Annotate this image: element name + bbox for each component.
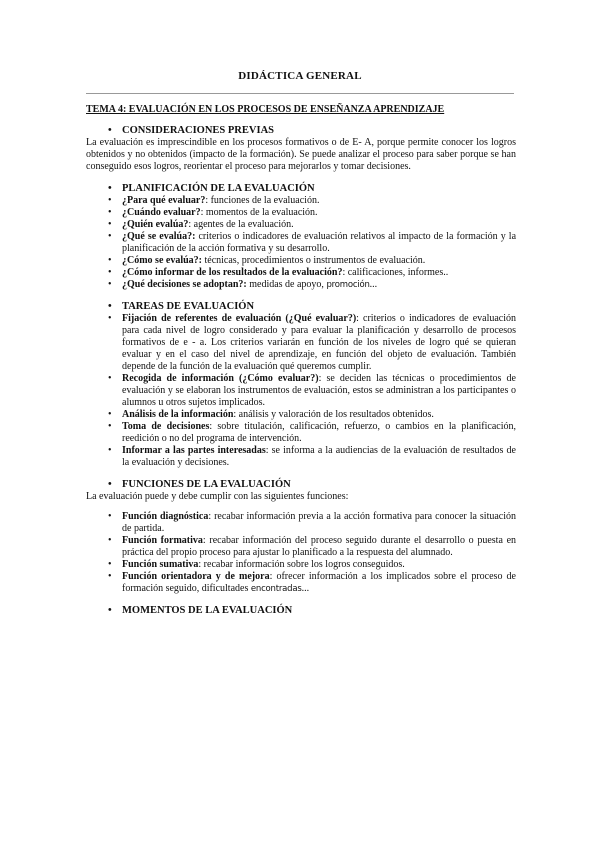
bullet-icon: • xyxy=(108,605,112,616)
list-item: • Función sumativa: recabar información sobre los logros conseguidos. xyxy=(108,559,405,570)
topic-title: TEMA 4: EVALUACIÓN EN LOS PROCESOS DE ENSEÑANZA APRENDIZAJE xyxy=(86,104,445,115)
section-planning-title: • PLANIFICACIÓN DE LA EVALUACIÓN xyxy=(108,183,315,194)
page-header: DIDÁCTICA GENERAL xyxy=(238,70,362,82)
list-item: • ¿Qué se evalúa?: criterios o indicadores de evaluación relativos al impacto de la formación y la planificación de la acción formativa y su desarrollo. xyxy=(108,231,517,254)
section-considerations-title: • CONSIDERACIONES PREVIAS xyxy=(108,125,274,136)
section-tasks-title: • TAREAS DE EVALUACIÓN xyxy=(108,301,255,312)
bullet-icon: • xyxy=(108,301,112,312)
tasks-list xyxy=(86,313,516,469)
bullet-icon: • xyxy=(108,207,112,218)
list-item: • Análisis de la información: análisis y valoración de los resultados obtenidos. xyxy=(108,409,434,420)
list-item: • Función diagnóstica: recabar información previa a la acción formativa para conocer la situación de partida. xyxy=(108,511,517,534)
bullet-icon: • xyxy=(108,267,112,278)
bullet-icon: • xyxy=(108,255,112,266)
bullet-icon: • xyxy=(108,421,112,432)
header-rule xyxy=(86,93,514,94)
bullet-icon: • xyxy=(108,183,112,194)
bullet-icon: • xyxy=(108,231,112,242)
planning-list xyxy=(86,195,516,291)
bullet-icon: • xyxy=(108,511,112,522)
list-item: • ¿Cuándo evaluar?: momentos de la evaluación. xyxy=(108,207,318,218)
list-item: • ¿Qué decisiones se adoptan?: medidas de apoyo, promoción... xyxy=(108,279,378,290)
bullet-icon: • xyxy=(108,219,112,230)
bullet-icon: • xyxy=(108,535,112,546)
list-item: • ¿Cómo se evalúa?: técnicas, procedimientos o instrumentos de evaluación. xyxy=(108,255,426,266)
functions-list xyxy=(86,511,516,595)
list-item: • Informar a las partes interesadas: se informa a la audiencias de la evaluación de resultados de la evaluación y decisiones. xyxy=(108,445,516,468)
list-item: • ¿Para qué evaluar?: funciones de la evaluación. xyxy=(108,195,320,206)
bullet-icon: • xyxy=(108,279,112,290)
list-item: • Fijación de referentes de evaluación (¿Qué evaluar?): criterios o indicadores de evaluación para cada nivel de logro considerado y para evaluar la planificación y desarrollo de procesos formativos de e - a. Los criterios variarán en función de los niveles de logro qué se quieran evaluar y en el caso del nivel de aprendizaje, en función del objeto de evaluación. También depende de la función de la evaluación qué queremos cumplir. xyxy=(108,313,517,372)
bullet-icon: • xyxy=(108,125,112,136)
list-item: • Función orientadora y de mejora: ofrecer información a los implicados sobre el proceso de formación seguido, dificultades encontradas... xyxy=(108,571,516,594)
bullet-icon: • xyxy=(108,195,112,206)
bullet-icon: • xyxy=(108,559,112,570)
list-item: • Toma de decisiones: sobre titulación, calificación, refuerzo, o cambios en la planificación, reedición o no del programa de intervención. xyxy=(108,421,516,444)
functions-intro: La evaluación puede y debe cumplir con las siguientes funciones: xyxy=(86,491,349,502)
list-item: • ¿Cómo informar de los resultados de la evaluación?: calificaciones, informes.. xyxy=(108,267,449,278)
list-item: • Recogida de información (¿Cómo evaluar?): se deciden las técnicas o procedimientos de evaluación y se elaboran los instrumentos de evaluación, estos se administran a los participantes o alumnos u otros sujetos implicados. xyxy=(108,373,516,408)
section-functions-title: • FUNCIONES DE LA EVALUACIÓN xyxy=(108,479,291,490)
bullet-icon: • xyxy=(108,409,112,420)
document-body xyxy=(86,104,516,617)
section-moments-title: • MOMENTOS DE LA EVALUACIÓN xyxy=(108,605,293,616)
bullet-icon: • xyxy=(108,479,112,490)
bullet-icon: • xyxy=(108,313,112,324)
list-item: • ¿Quién evalúa?: agentes de la evaluación. xyxy=(108,219,294,230)
bullet-icon: • xyxy=(108,571,112,582)
bullet-icon: • xyxy=(108,445,112,456)
list-item: • Función formativa: recabar información del proceso seguido durante el desarrollo o puesta en práctica del propio proceso para ajustar lo planificado a la respuesta del alumnado. xyxy=(108,535,517,558)
bullet-icon: • xyxy=(108,373,112,384)
considerations-paragraph: La evaluación es imprescindible en los procesos formativos o de E- A, porque permite conocer los logros obtenidos y no obtenidos (impacto de la formación). Se puede analizar el proceso para saber porque se han conseguido esos logros, reorientar el proceso para mejorarlos y tomar decisiones. xyxy=(86,137,516,172)
